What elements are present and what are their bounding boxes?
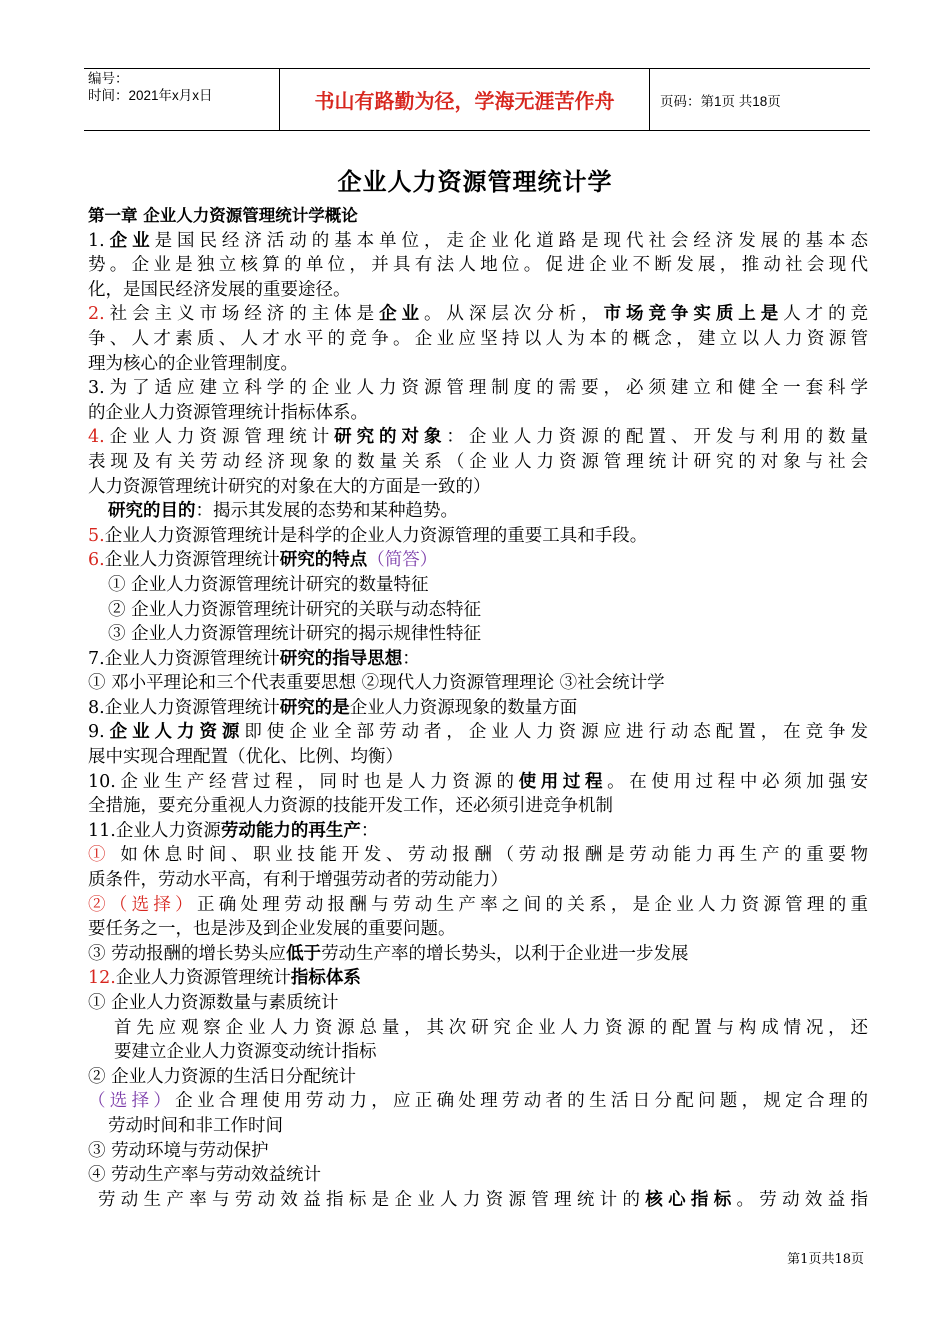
paragraph-line: 的企业人力资源管理统计指标体系。 xyxy=(88,402,368,423)
paragraph-line: 3.为了适应建立科学的企业人力资源管理制度的需要，必须建立和健全一套科学 xyxy=(88,378,868,399)
header-meta xyxy=(84,69,280,130)
paragraph-line: 劳动时间和非工作时间 xyxy=(108,1115,283,1136)
paragraph-line: 势。企业是独立核算的单位，并具有法人地位。促进企业不断发展，推动社会现代 xyxy=(88,255,868,276)
paragraph-line: 理为核心的企业管理制度。 xyxy=(88,353,298,374)
paragraph-line: 6.企业人力资源管理统计研究的特点（简答） xyxy=(88,550,438,571)
paragraph-line: 质条件，劳动水平高，有利于增强劳动者的劳动能力） xyxy=(88,870,508,891)
page-header xyxy=(84,68,870,131)
list-item: ① 邓小平理论和三个代表重要思想 ②现代人力资源管理理论 ③社会统计学 xyxy=(88,673,665,694)
paragraph-line: 全措施，要充分重视人力资源的技能开发工作，还必须引进竞争机制 xyxy=(88,796,613,817)
paragraph-line: 7.企业人力资源管理统计研究的指导思想： xyxy=(88,648,420,669)
paragraph-line: 9.企业人力资源即使企业全部劳动者，企业人力资源应进行动态配置，在竞争发 xyxy=(88,722,868,743)
paragraph-line: 人力资源管理统计研究的对象在大的方面是一致的） xyxy=(88,476,491,497)
document-body xyxy=(88,204,868,1212)
list-item: ④ 劳动生产率与劳动效益统计 xyxy=(88,1165,322,1186)
paragraph-line: 5.企业人力资源管理统计是科学的企业人力资源管理的重要工具和手段。 xyxy=(88,525,648,546)
paragraph-line: 展中实现合理配置（优化、比例、均衡） xyxy=(88,747,403,768)
list-item: ③ 劳动环境与劳动保护 xyxy=(88,1140,269,1161)
paragraph-line: 劳动生产率与劳动效益指标是企业人力资源管理统计的核心指标。劳动效益指 xyxy=(98,1189,868,1210)
list-item: ① 如休息时间、职业技能开发、劳动报酬（劳动报酬是劳动能力再生产的重要物 xyxy=(88,845,868,866)
list-item: ① 企业人力资源数量与素质统计 xyxy=(88,993,339,1013)
paragraph-line: 研究的目的：揭示其发展的态势和某种趋势。 xyxy=(108,501,458,522)
list-item: ① 企业人力资源管理统计研究的数量特征 xyxy=(108,574,429,595)
number-label: 编号： xyxy=(88,71,129,86)
paragraph-line: 要任务之一，也是涉及到企业发展的重要问题。 xyxy=(88,919,456,940)
paragraph-line: 首先应观察企业人力资源总量，其次研究企业人力资源的配置与构成情况，还 xyxy=(114,1017,868,1038)
paragraph-line: 要建立企业人力资源变动统计指标 xyxy=(114,1042,377,1063)
paragraph-line: 争、人才素质、人才水平的竞争。企业应坚持以人为本的概念，建立以人力资源管 xyxy=(88,328,868,349)
page-footer: 第1页共18页 xyxy=(787,1252,864,1267)
paragraph-line: 8.企业人力资源管理统计研究的是企业人力资源现象的数量方面 xyxy=(88,697,578,718)
paragraph-line: （选择）企业合理使用劳动力，应正确处理劳动者的生活日分配问题，规定合理的 xyxy=(88,1091,868,1112)
list-item: ③ 企业人力资源管理统计研究的揭示规律性特征 xyxy=(108,624,482,645)
paragraph-line: 10.企业生产经营过程，同时也是人力资源的使用过程。在使用过程中必须加强安 xyxy=(88,771,868,792)
paragraph-line: 1.企业是国民经济活动的基本单位，走企业化道路是现代社会经济发展的基本态 xyxy=(88,230,868,251)
document-title: 企业人力资源管理统计学 xyxy=(337,168,613,196)
list-item: ② 企业人力资源管理统计研究的关联与动态特征 xyxy=(108,599,482,620)
paragraph-line: 2.社会主义市场经济的主体是企业。从深层次分析，市场竞争实质上是人才的竞 xyxy=(88,304,868,325)
paragraph-line: 4.企业人力资源管理统计研究的对象：企业人力资源的配置、开发与利用的数量 xyxy=(88,427,868,448)
paragraph-line: 化，是国民经济发展的重要途径。 xyxy=(88,279,351,300)
date-label: 时间：2021年x月x日 xyxy=(88,88,213,103)
chapter-heading: 第一章 企业人力资源管理统计学概论 xyxy=(88,206,358,225)
header-motto: 书山有路勤为径，学海无涯苦作舟 xyxy=(280,69,650,130)
header-page-code: 页码：第1页 共18页 xyxy=(660,93,781,109)
list-item: ② 企业人力资源的生活日分配统计 xyxy=(88,1066,357,1087)
paragraph-line: 11.企业人力资源劳动能力的再生产： xyxy=(88,820,379,841)
paragraph-line: 12.企业人力资源管理统计指标体系 xyxy=(88,968,361,989)
list-item: ③ 劳动报酬的增长势头应低于劳动生产率的增长势头，以利于企业进一步发展 xyxy=(88,943,689,964)
paragraph-line: 表现及有关劳动经济现象的数量关系（企业人力资源管理统计研究的对象与社会 xyxy=(88,451,868,472)
list-item: ②（选择）正确处理劳动报酬与劳动生产率之间的关系，是企业人力资源管理的重 xyxy=(88,894,868,915)
